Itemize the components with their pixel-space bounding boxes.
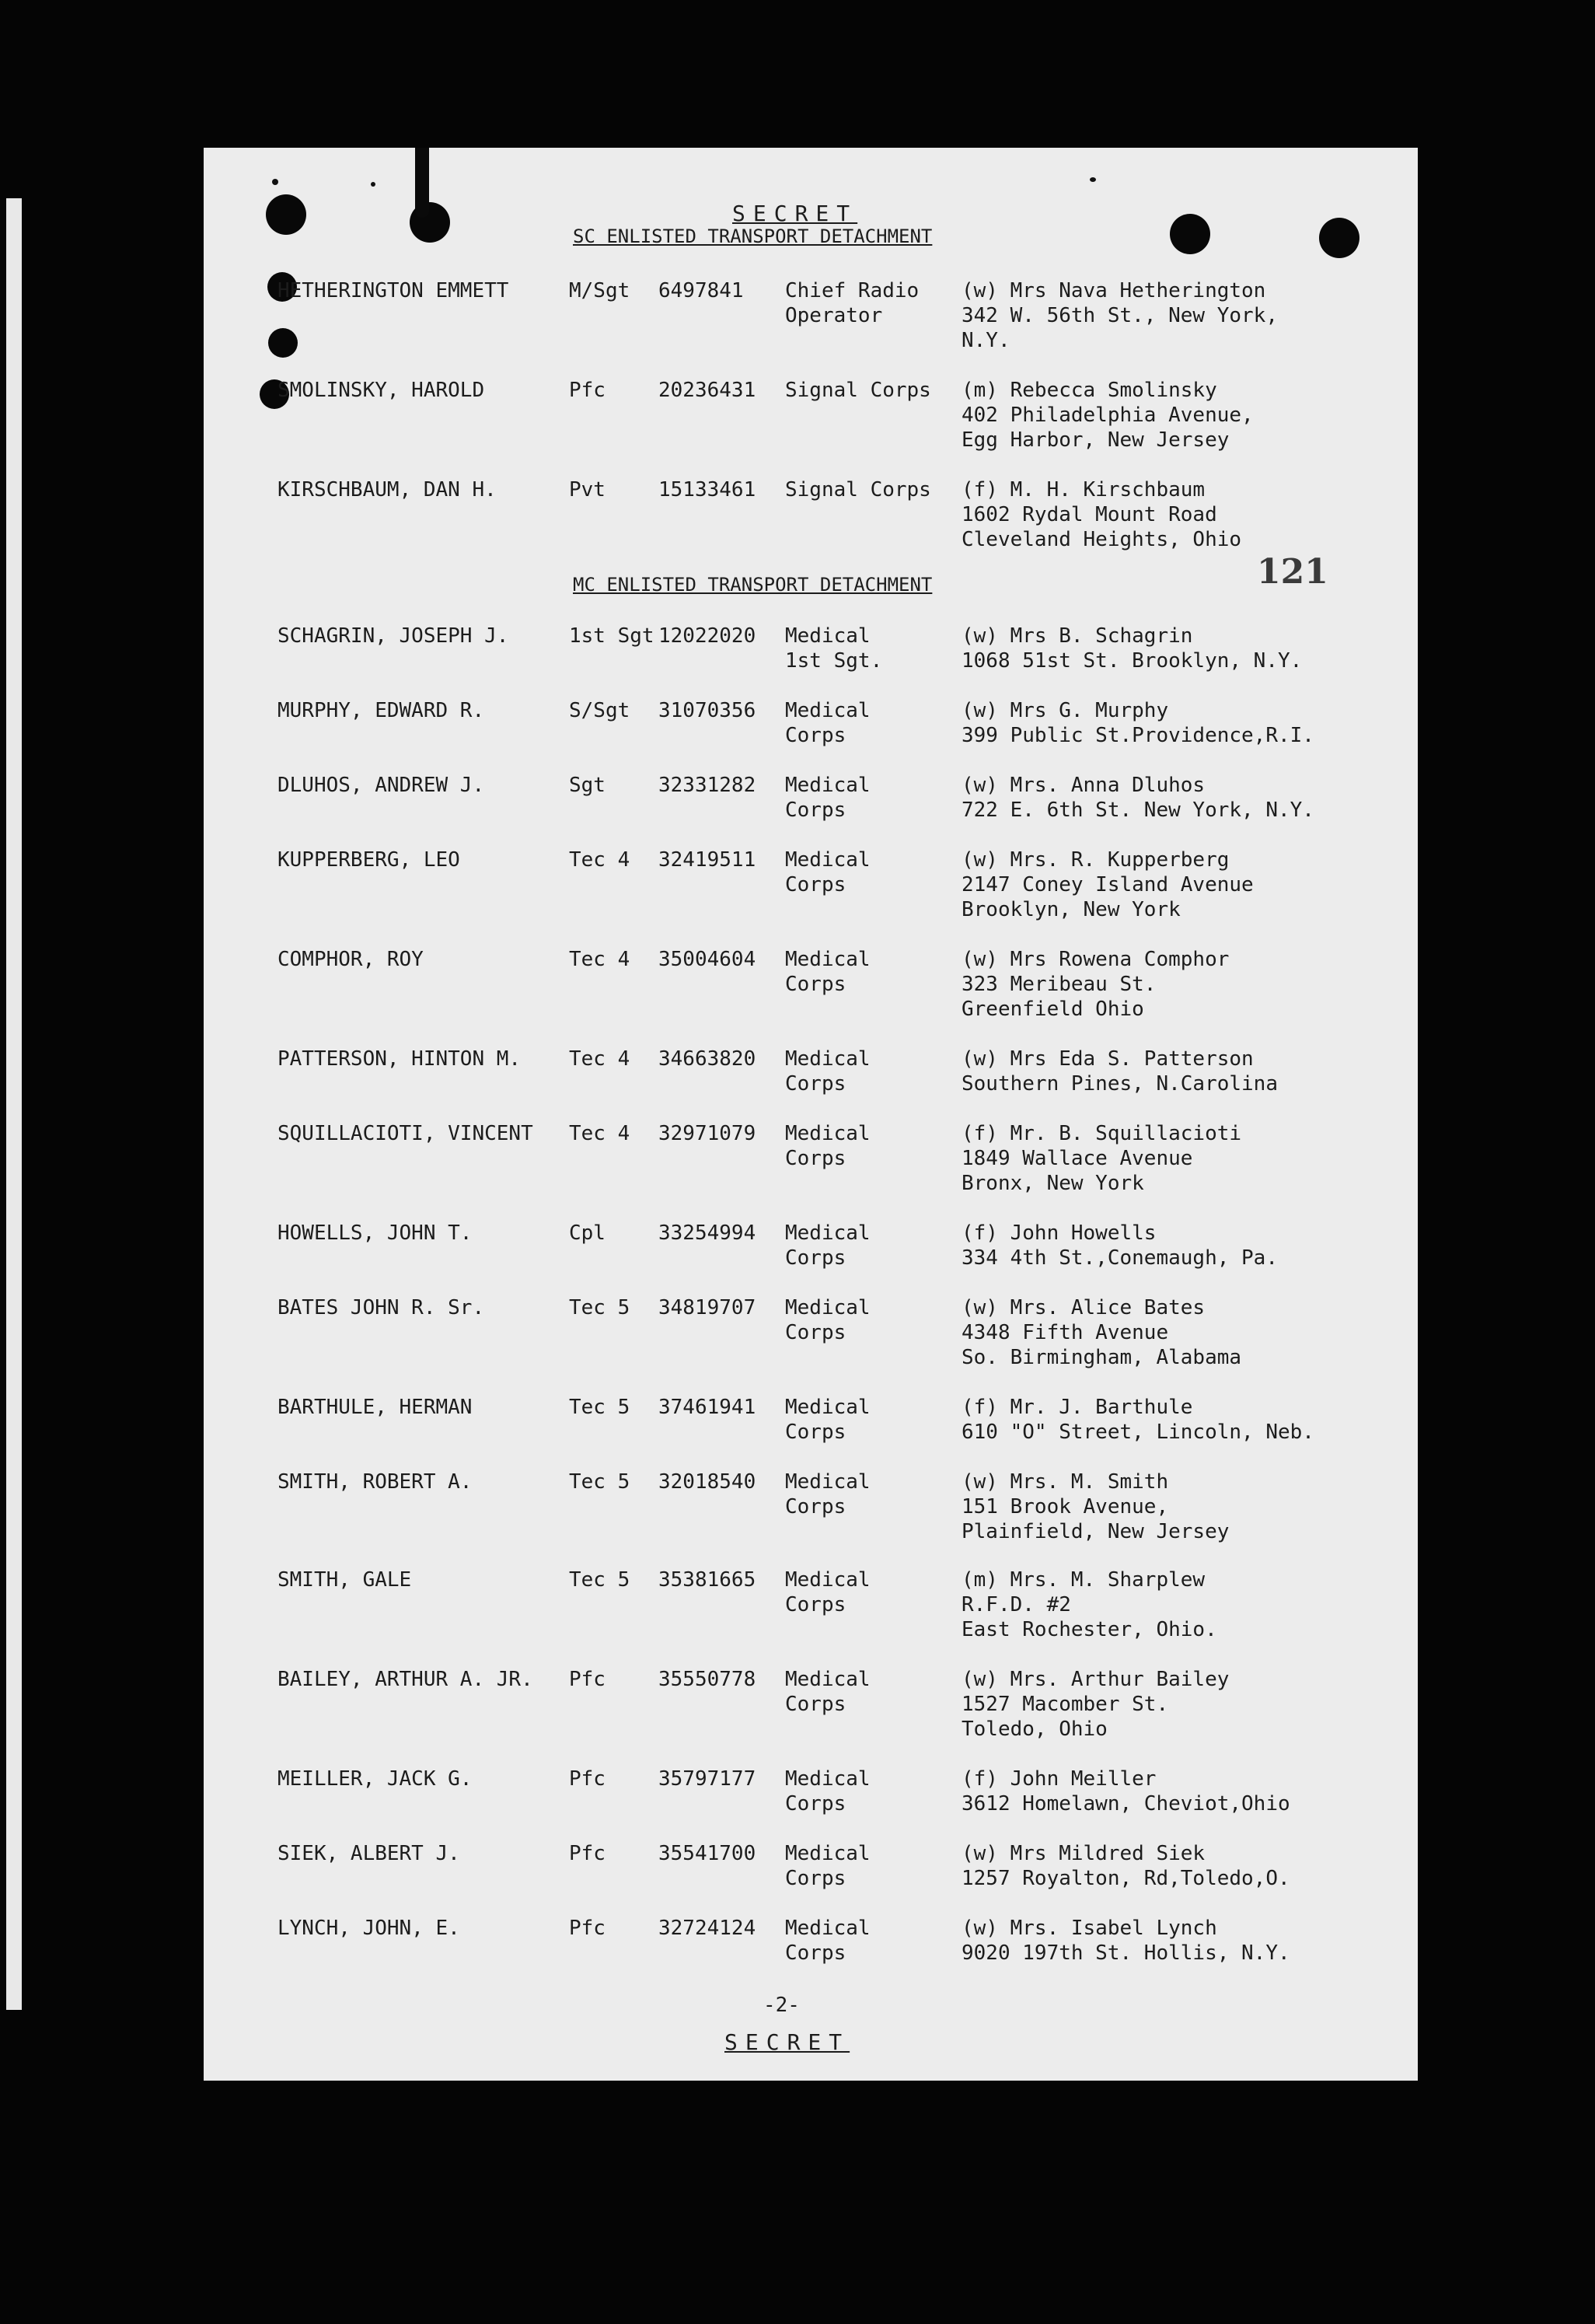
entry-serial: 20236431 (658, 379, 756, 402)
entry-serial: 37461941 (658, 1396, 756, 1419)
contact-line: 722 E. 6th St. New York, N.Y. (962, 799, 1314, 822)
contact-line: Bronx, New York (962, 1172, 1144, 1195)
entry-rank: Pfc (569, 379, 606, 402)
entry-name: KUPPERBERG, LEO (277, 848, 460, 872)
contact-line: (m) Mrs. M. Sharplew (962, 1568, 1206, 1592)
contact-line: (w) Mrs Mildred Siek (962, 1842, 1206, 1865)
contact-line: (w) Mrs Eda S. Patterson (962, 1047, 1254, 1071)
entry-rank: Tec 5 (569, 1296, 630, 1319)
entry-name: SQUILLACIOTI, VINCENT (277, 1122, 533, 1145)
entry-rank: Pfc (569, 1917, 606, 1940)
page-number-stamp: 121 (1257, 552, 1328, 592)
contact-line: (w) Mrs. Isabel Lynch (962, 1917, 1217, 1940)
entry-serial: 33254994 (658, 1221, 756, 1245)
branch-line: Corps (785, 1246, 846, 1270)
entry-serial: 35797177 (658, 1767, 756, 1791)
classification-bottom: SECRET (724, 2029, 850, 2055)
contact-line: Cleveland Heights, Ohio (962, 528, 1242, 551)
speck (1090, 177, 1096, 182)
entry-contact (962, 1121, 1241, 1196)
branch-line: Corps (785, 973, 846, 996)
entry-name: BARTHULE, HERMAN (277, 1396, 473, 1419)
branch-line: 1st Sgt. (785, 649, 883, 673)
document-page (204, 148, 1418, 2081)
entry-contact (962, 847, 1254, 922)
contact-line: Greenfield Ohio (962, 998, 1144, 1021)
entry-branch (785, 1567, 871, 1617)
entry-branch (785, 698, 871, 748)
entry-name: MEILLER, JACK G. (277, 1767, 473, 1791)
contact-line: 402 Philadelphia Avenue, (962, 404, 1254, 427)
branch-line: Corps (785, 1147, 846, 1170)
punch-hole (1319, 218, 1359, 258)
entry-branch (785, 1221, 871, 1270)
entry-branch (785, 1395, 871, 1445)
branch-line: Medical (785, 1221, 871, 1245)
entry-serial: 31070356 (658, 699, 756, 722)
branch-line: Corps (785, 1693, 846, 1716)
entry-branch (785, 278, 919, 328)
contact-line: (f) M. H. Kirschbaum (962, 478, 1206, 501)
ink-drip (415, 148, 429, 218)
contact-line: Brooklyn, New York (962, 898, 1181, 921)
branch-line: Signal Corps (785, 379, 931, 402)
contact-line: 151 Brook Avenue, (962, 1495, 1169, 1518)
entry-name: SCHAGRIN, JOSEPH J. (277, 624, 509, 648)
entry-name: SMITH, ROBERT A. (277, 1470, 473, 1494)
contact-line: (w) Mrs Nava Hetherington (962, 279, 1266, 302)
entry-name: BAILEY, ARTHUR A. JR. (277, 1668, 533, 1691)
branch-line: Medical (785, 1047, 871, 1071)
punch-hole (266, 194, 306, 235)
section-heading-sc: SC ENLISTED TRANSPORT DETACHMENT (573, 225, 933, 247)
entry-serial: 35381665 (658, 1568, 756, 1592)
entry-rank: M/Sgt (569, 279, 630, 302)
entry-rank: 1st Sgt (569, 624, 654, 648)
entry-branch (785, 1295, 871, 1345)
entry-contact (962, 1395, 1314, 1445)
entry-rank: Tec 4 (569, 848, 630, 872)
entry-rank: Tec 5 (569, 1396, 630, 1419)
entry-name: HOWELLS, JOHN T. (277, 1221, 473, 1245)
contact-line: (w) Mrs Rowena Comphor (962, 948, 1230, 971)
contact-line: 323 Meribeau St. (962, 973, 1157, 996)
entry-name: SIEK, ALBERT J. (277, 1842, 460, 1865)
entry-contact (962, 624, 1302, 673)
entry-serial: 32724124 (658, 1917, 756, 1940)
entry-branch (785, 773, 871, 823)
branch-line: Signal Corps (785, 478, 931, 501)
contact-line: (f) Mr. J. Barthule (962, 1396, 1193, 1419)
branch-line: Chief Radio (785, 279, 920, 302)
branch-line: Medical (785, 1668, 871, 1691)
entry-contact (962, 1767, 1290, 1816)
branch-line: Corps (785, 1593, 846, 1616)
contact-line: Egg Harbor, New Jersey (962, 428, 1230, 452)
branch-line: Corps (785, 873, 846, 896)
entry-rank: Pfc (569, 1842, 606, 1865)
contact-line: 1849 Wallace Avenue (962, 1147, 1193, 1170)
section-heading-mc: MC ENLISTED TRANSPORT DETACHMENT (573, 574, 933, 596)
branch-line: Corps (785, 1072, 846, 1096)
contact-line: (f) John Meiller (962, 1767, 1157, 1791)
entry-serial: 35004604 (658, 948, 756, 971)
entry-rank: Pvt (569, 478, 606, 501)
contact-line: Plainfield, New Jersey (962, 1520, 1230, 1543)
contact-line: 4348 Fifth Avenue (962, 1321, 1169, 1344)
entry-name: LYNCH, JOHN, E. (277, 1917, 460, 1940)
contact-line: 1602 Rydal Mount Road (962, 503, 1217, 526)
branch-line: Medical (785, 1296, 871, 1319)
entry-rank: Cpl (569, 1221, 606, 1245)
entry-branch (785, 1121, 871, 1171)
contact-line: (w) Mrs. R. Kupperberg (962, 848, 1230, 872)
entry-contact (962, 1221, 1278, 1270)
branch-line: Corps (785, 1792, 846, 1816)
entry-branch (785, 1470, 871, 1519)
speck (272, 179, 278, 185)
branch-line: Medical (785, 1470, 871, 1494)
branch-line: Medical (785, 1767, 871, 1791)
branch-line: Corps (785, 1495, 846, 1518)
speck (371, 182, 375, 187)
entry-name: COMPHOR, ROY (277, 948, 424, 971)
branch-line: Medical (785, 848, 871, 872)
entry-contact (962, 698, 1314, 748)
entry-rank: Pfc (569, 1668, 606, 1691)
contact-line: 9020 197th St. Hollis, N.Y. (962, 1941, 1290, 1965)
entry-name: PATTERSON, HINTON M. (277, 1047, 522, 1071)
entry-contact (962, 773, 1314, 823)
entry-rank: Tec 5 (569, 1568, 630, 1592)
contact-line: 1527 Macomber St. (962, 1693, 1169, 1716)
branch-line: Medical (785, 1842, 871, 1865)
entry-contact (962, 1841, 1290, 1891)
entry-branch (785, 847, 871, 897)
entry-name: MURPHY, EDWARD R. (277, 699, 485, 722)
contact-line: Toledo, Ohio (962, 1718, 1108, 1741)
entry-serial: 35550778 (658, 1668, 756, 1691)
entry-contact (962, 1470, 1229, 1544)
entry-branch (785, 1841, 871, 1891)
contact-line: (w) Mrs B. Schagrin (962, 624, 1193, 648)
entry-name: DLUHOS, ANDREW J. (277, 774, 485, 797)
punch-hole (1170, 214, 1210, 254)
branch-line: Operator (785, 304, 883, 327)
entry-rank: Tec 4 (569, 1122, 630, 1145)
entry-serial: 34819707 (658, 1296, 756, 1319)
entry-branch (785, 1047, 871, 1096)
entry-name: SMITH, GALE (277, 1568, 412, 1592)
contact-line: 610 "O" Street, Lincoln, Neb. (962, 1421, 1314, 1444)
branch-line: Corps (785, 799, 846, 822)
entry-serial: 32419511 (658, 848, 756, 872)
entry-contact (962, 378, 1254, 453)
entry-serial: 32018540 (658, 1470, 756, 1494)
entry-serial: 15133461 (658, 478, 756, 501)
entry-serial: 34663820 (658, 1047, 756, 1071)
contact-line: 1068 51st St. Brooklyn, N.Y. (962, 649, 1303, 673)
entry-contact (962, 1295, 1241, 1370)
entry-branch (785, 624, 882, 673)
branch-line: Medical (785, 1122, 871, 1145)
contact-line: 2147 Coney Island Avenue (962, 873, 1254, 896)
entry-rank: Tec 5 (569, 1470, 630, 1494)
contact-line: (f) Mr. B. Squillacioti (962, 1122, 1242, 1145)
entry-contact (962, 1047, 1278, 1096)
entry-contact (962, 1567, 1217, 1642)
contact-line: (w) Mrs. Alice Bates (962, 1296, 1206, 1319)
entry-name: SMOLINSKY, HAROLD (277, 379, 485, 402)
contact-line: 334 4th St.,Conemaugh, Pa. (962, 1246, 1278, 1270)
entry-branch (785, 947, 871, 997)
branch-line: Medical (785, 948, 871, 971)
entry-contact (962, 477, 1241, 552)
entry-branch (785, 1916, 871, 1966)
entry-rank: Pfc (569, 1767, 606, 1791)
contact-line: (f) John Howells (962, 1221, 1157, 1245)
branch-line: Medical (785, 1396, 871, 1419)
branch-line: Corps (785, 1941, 846, 1965)
contact-line: R.F.D. #2 (962, 1593, 1071, 1616)
page-footer: -2- (763, 1994, 800, 2017)
entry-contact (962, 947, 1229, 1022)
entry-name: HETHERINGTON EMMETT (277, 279, 509, 302)
entry-branch (785, 378, 931, 403)
contact-line: (w) Mrs. Arthur Bailey (962, 1668, 1230, 1691)
contact-line: (w) Mrs. Anna Dluhos (962, 774, 1206, 797)
entry-contact (962, 278, 1278, 353)
contact-line: 3612 Homelawn, Cheviot,Ohio (962, 1792, 1290, 1816)
entry-branch (785, 477, 931, 502)
entry-contact (962, 1916, 1290, 1966)
contact-line: 399 Public St.Providence,R.I. (962, 724, 1314, 747)
classification-top: SECRET (732, 201, 858, 226)
branch-line: Medical (785, 624, 871, 648)
contact-line: (m) Rebecca Smolinsky (962, 379, 1217, 402)
branch-line: Medical (785, 774, 871, 797)
branch-line: Corps (785, 1421, 846, 1444)
entry-serial: 32331282 (658, 774, 756, 797)
branch-line: Medical (785, 699, 871, 722)
entry-name: BATES JOHN R. Sr. (277, 1296, 485, 1319)
contact-line: Southern Pines, N.Carolina (962, 1072, 1278, 1096)
entry-serial: 6497841 (658, 279, 744, 302)
entry-rank: S/Sgt (569, 699, 630, 722)
entry-rank: Tec 4 (569, 948, 630, 971)
contact-line: N.Y. (962, 329, 1010, 352)
entry-serial: 12022020 (658, 624, 756, 648)
entry-name: KIRSCHBAUM, DAN H. (277, 478, 497, 501)
branch-line: Corps (785, 1867, 846, 1890)
entry-serial: 32971079 (658, 1122, 756, 1145)
entry-contact (962, 1667, 1229, 1742)
film-edge-strip (6, 198, 22, 2010)
contact-line: So. Birmingham, Alabama (962, 1346, 1242, 1369)
contact-line: 342 W. 56th St., New York, (962, 304, 1278, 327)
branch-line: Corps (785, 1321, 846, 1344)
contact-line: (w) Mrs G. Murphy (962, 699, 1169, 722)
entry-branch (785, 1767, 871, 1816)
entry-rank: Sgt (569, 774, 606, 797)
entry-serial: 35541700 (658, 1842, 756, 1865)
punch-hole (268, 328, 298, 358)
entry-rank: Tec 4 (569, 1047, 630, 1071)
entry-branch (785, 1667, 871, 1717)
contact-line: (w) Mrs. M. Smith (962, 1470, 1169, 1494)
contact-line: 1257 Royalton, Rd,Toledo,O. (962, 1867, 1290, 1890)
branch-line: Medical (785, 1917, 871, 1940)
contact-line: East Rochester, Ohio. (962, 1618, 1217, 1641)
branch-line: Medical (785, 1568, 871, 1592)
branch-line: Corps (785, 724, 846, 747)
